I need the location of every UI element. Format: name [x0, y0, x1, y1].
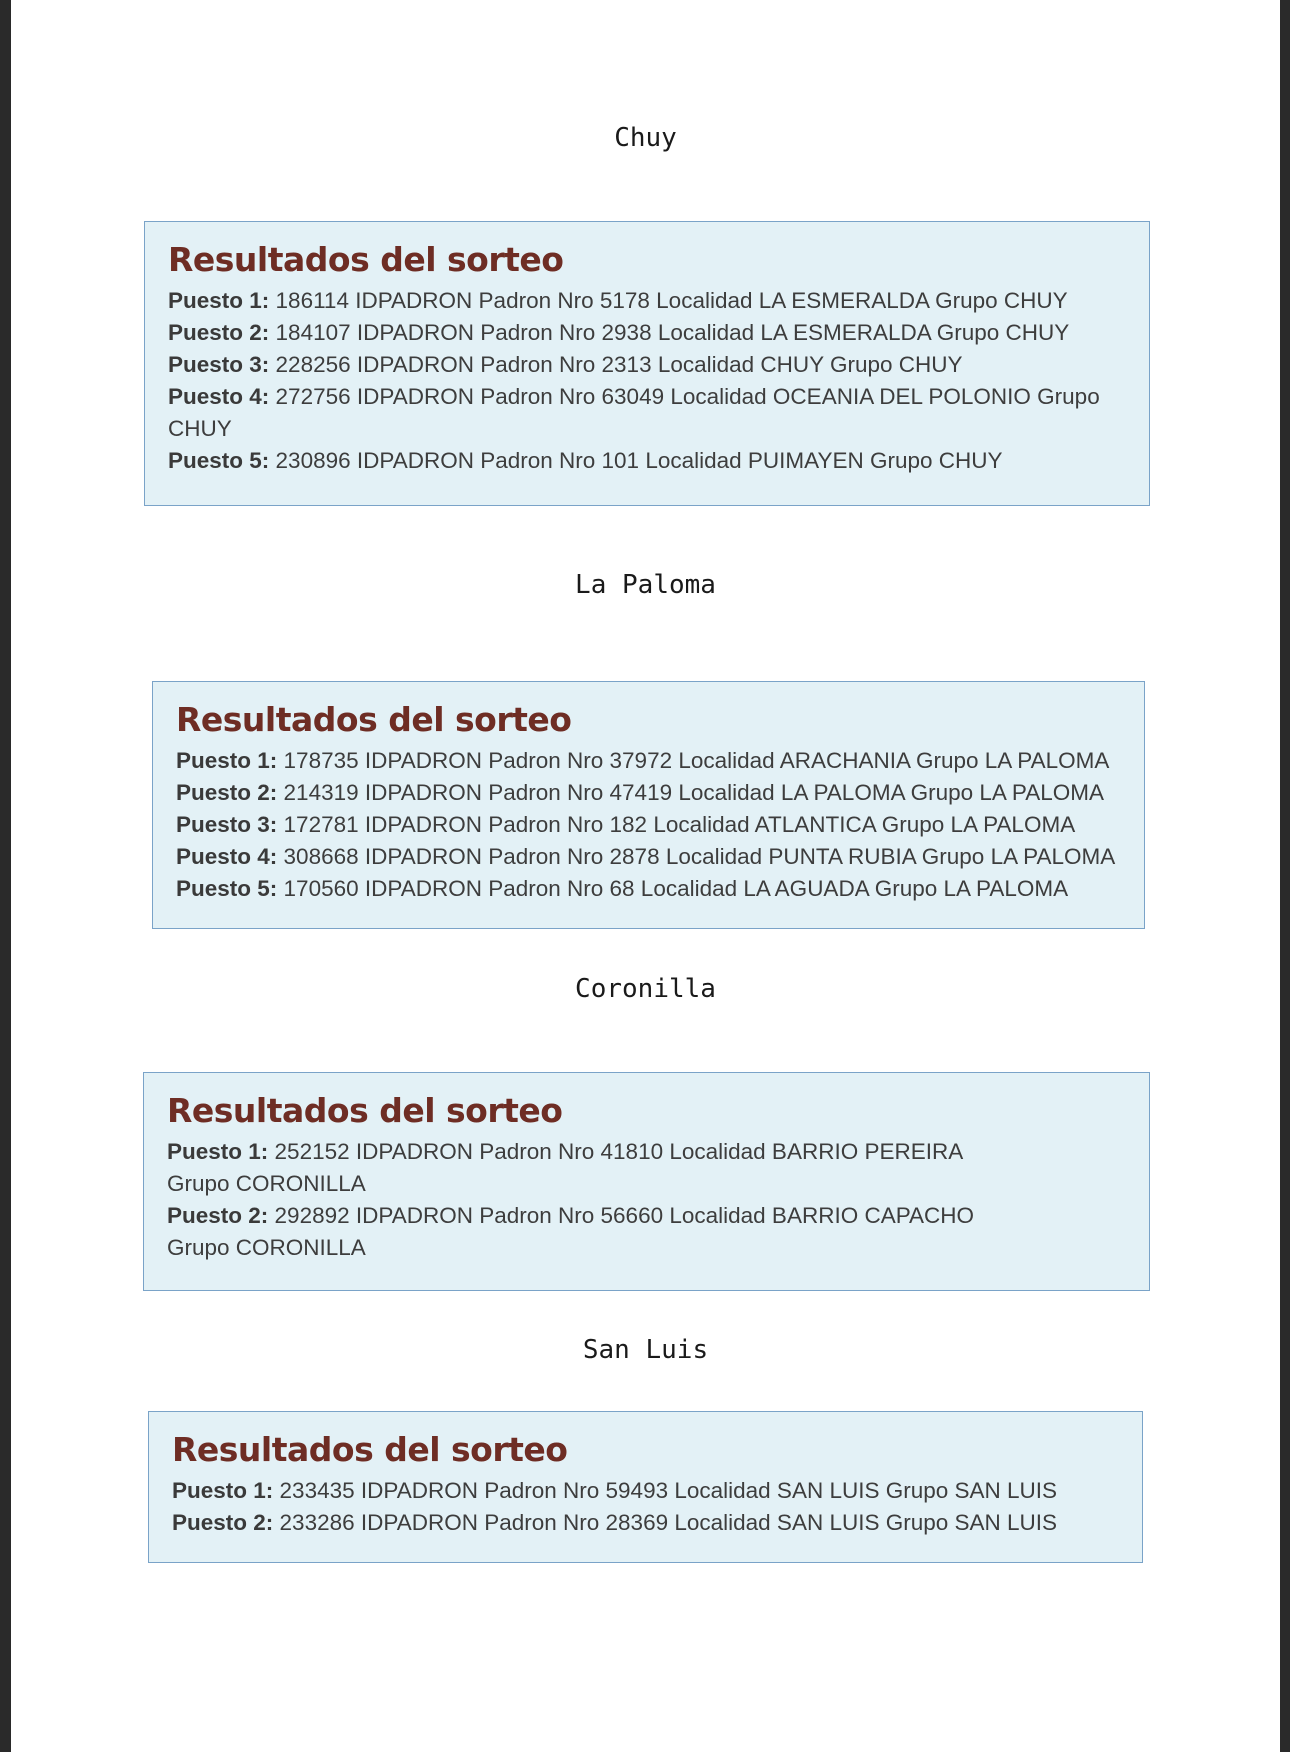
result-entry [168, 349, 1126, 381]
result-entry [176, 777, 1121, 809]
entry-label: Puesto 4: [168, 384, 270, 409]
result-entry [168, 285, 1126, 317]
result-entry [168, 381, 1126, 445]
result-entry [167, 1200, 1037, 1264]
result-entry [168, 445, 1126, 477]
entry-text: 292892 IDPADRON Padron Nro 56660 Localidad BARRIO CAPACHO Grupo CORONILLA [167, 1203, 975, 1260]
result-entry [168, 317, 1126, 349]
entry-label: Puesto 2: [167, 1203, 269, 1228]
section-heading-chuy: Chuy [614, 123, 677, 153]
entry-text: 214319 IDPADRON Padron Nro 47419 Localidad LA PALOMA Grupo LA PALOMA [283, 780, 1105, 805]
result-entry [172, 1475, 1119, 1507]
entry-label: Puesto 4: [176, 844, 278, 869]
result-entry [176, 873, 1121, 905]
entry-text: 170560 IDPADRON Padron Nro 68 Localidad LA AGUADA Grupo LA PALOMA [283, 876, 1069, 901]
document-page [11, 0, 1280, 1752]
entry-text: 272756 IDPADRON Padron Nro 63049 Localidad OCEANIA DEL POLONIO Grupo CHUY [168, 384, 1100, 441]
entry-label: Puesto 3: [168, 352, 270, 377]
entry-label: Puesto 2: [176, 780, 278, 805]
results-title: Resultados del sorteo [176, 700, 572, 739]
results-box-la-paloma [152, 681, 1145, 929]
entry-text: 233435 IDPADRON Padron Nro 59493 Localidad SAN LUIS Grupo SAN LUIS [279, 1478, 1058, 1503]
result-entry [176, 809, 1121, 841]
result-entry [176, 841, 1121, 873]
results-box-san-luis [148, 1411, 1143, 1563]
section-heading-coronilla: Coronilla [575, 974, 716, 1004]
results-box-coronilla [143, 1072, 1150, 1291]
results-box-chuy [144, 221, 1150, 506]
entry-label: Puesto 1: [167, 1139, 269, 1164]
results-title: Resultados del sorteo [168, 240, 564, 279]
results-title: Resultados del sorteo [172, 1430, 568, 1469]
result-entry [172, 1507, 1119, 1539]
right-window-edge [1280, 0, 1290, 1752]
entry-text: 252152 IDPADRON Padron Nro 41810 Localidad BARRIO PEREIRA Grupo CORONILLA [167, 1139, 962, 1196]
entry-text: 184107 IDPADRON Padron Nro 2938 Localidad LA ESMERALDA Grupo CHUY [275, 320, 1070, 345]
entry-text: 178735 IDPADRON Padron Nro 37972 Localidad ARACHANIA Grupo LA PALOMA [283, 748, 1110, 773]
entry-label: Puesto 2: [168, 320, 270, 345]
entry-text: 230896 IDPADRON Padron Nro 101 Localidad PUIMAYEN Grupo CHUY [275, 448, 1003, 473]
left-window-edge [0, 0, 11, 1752]
entry-text: 172781 IDPADRON Padron Nro 182 Localidad ATLANTICA Grupo LA PALOMA [283, 812, 1076, 837]
entry-label: Puesto 3: [176, 812, 278, 837]
section-heading-la-paloma: La Paloma [575, 570, 716, 600]
entry-label: Puesto 1: [168, 288, 270, 313]
entry-label: Puesto 5: [168, 448, 270, 473]
entry-text: 233286 IDPADRON Padron Nro 28369 Localidad SAN LUIS Grupo SAN LUIS [279, 1510, 1058, 1535]
result-entry [167, 1136, 1017, 1200]
entry-label: Puesto 2: [172, 1510, 274, 1535]
results-title: Resultados del sorteo [167, 1091, 563, 1130]
entry-label: Puesto 1: [172, 1478, 274, 1503]
entry-text: 228256 IDPADRON Padron Nro 2313 Localidad CHUY Grupo CHUY [275, 352, 963, 377]
entry-label: Puesto 1: [176, 748, 278, 773]
section-heading-san-luis: San Luis [582, 1335, 709, 1365]
entry-text: 308668 IDPADRON Padron Nro 2878 Localidad PUNTA RUBIA Grupo LA PALOMA [283, 844, 1116, 869]
result-entry [176, 745, 1121, 777]
entry-text: 186114 IDPADRON Padron Nro 5178 Localidad LA ESMERALDA Grupo CHUY [275, 288, 1068, 313]
entry-label: Puesto 5: [176, 876, 278, 901]
